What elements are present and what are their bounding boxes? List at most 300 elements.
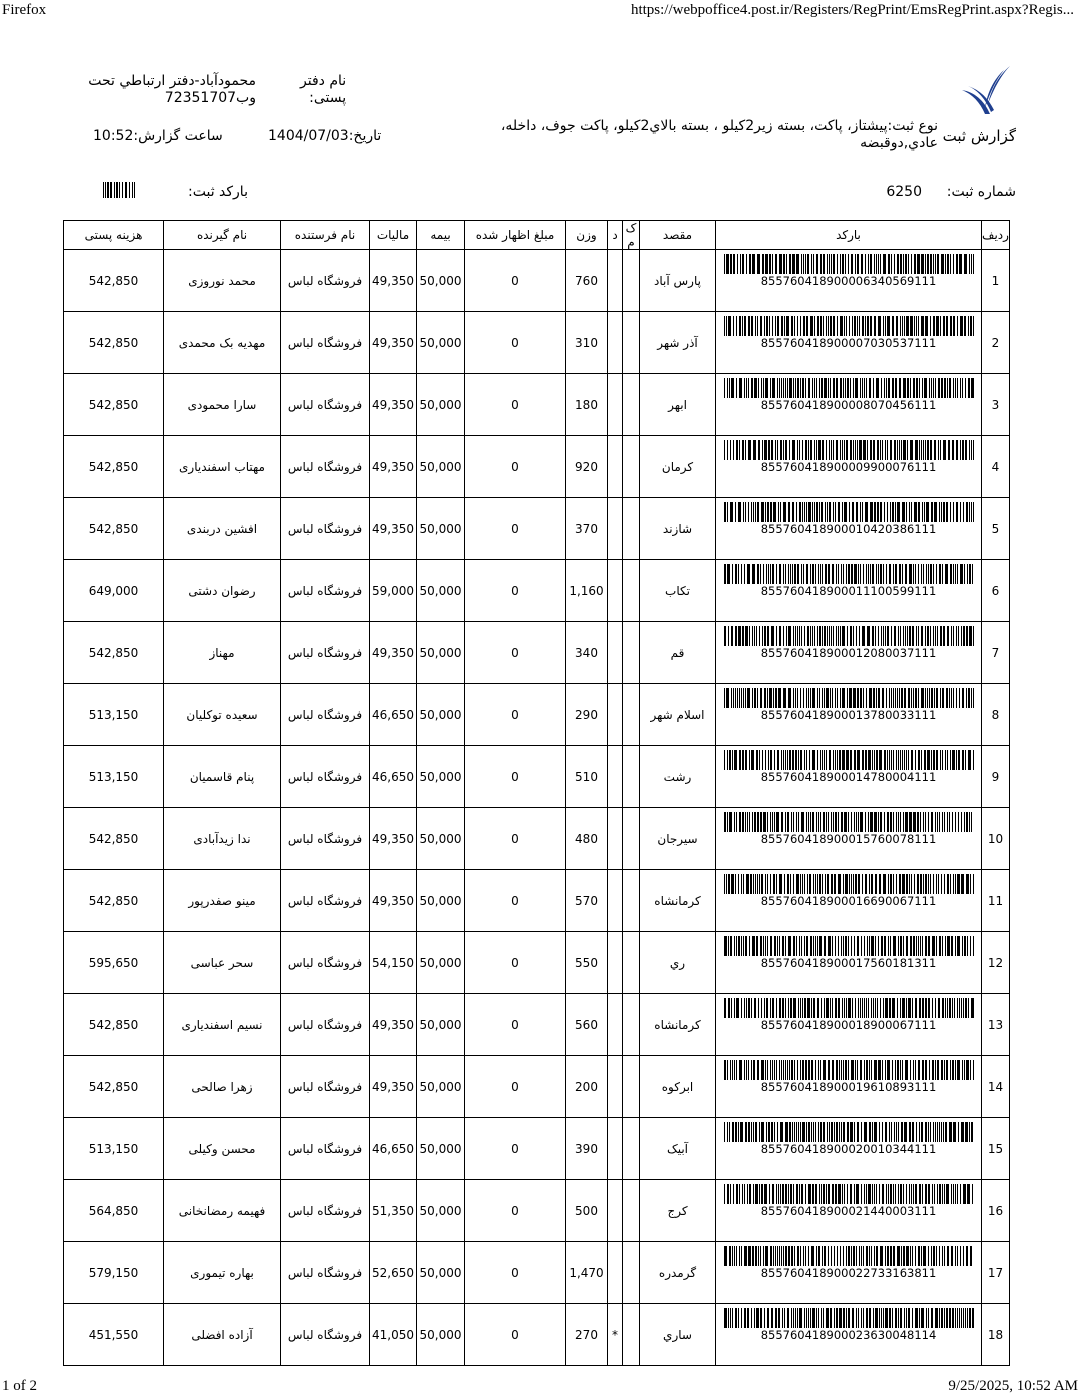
barcode-graphic [724, 936, 974, 956]
cell-tax: 51,350 [370, 1180, 417, 1242]
col-row: ردیف [982, 221, 1010, 250]
cell-destination: رشت [640, 746, 716, 808]
cell-declared: 0 [465, 250, 566, 312]
cell-weight: 760 [566, 250, 608, 312]
cell-receiver: سارا محمودی [164, 374, 281, 436]
cell-declared: 0 [465, 994, 566, 1056]
cell-sender: فروشگاه لباس [281, 622, 370, 684]
col-insurance: بیمه [417, 221, 465, 250]
report-date: تاریخ:1404/07/03 [268, 128, 382, 144]
cell-destination: قم [640, 622, 716, 684]
cell-receiver: ندا زیدآبادی [164, 808, 281, 870]
cell-barcode [716, 1056, 982, 1118]
cell-barcode [716, 374, 982, 436]
registration-number-label: شماره ثبت: [946, 184, 1016, 200]
cell-row: 12 [982, 932, 1010, 994]
office-name-line2: وب72351707 [164, 90, 256, 106]
barcode-number: 855760418900015760078111 [760, 832, 937, 846]
cell-cost: 513,150 [64, 746, 164, 808]
cell-weight: 500 [566, 1180, 608, 1242]
cell-row: 3 [982, 374, 1010, 436]
cell-row: 8 [982, 684, 1010, 746]
cell-insurance: 50,000 [417, 622, 465, 684]
cell-km [623, 1304, 640, 1366]
cell-sender: فروشگاه لباس [281, 1056, 370, 1118]
cell-insurance: 50,000 [417, 1056, 465, 1118]
table-row [64, 932, 1010, 994]
page-count: 1 of 2 [2, 1378, 37, 1394]
barcode-number: 855760418900011100599111 [760, 584, 937, 598]
col-destination: مقصد [640, 221, 716, 250]
cell-row: 14 [982, 1056, 1010, 1118]
cell-destination: تکاب [640, 560, 716, 622]
cell-tax: 54,150 [370, 932, 417, 994]
cell-d [608, 622, 623, 684]
cell-cost: 649,000 [64, 560, 164, 622]
cell-cost: 542,850 [64, 498, 164, 560]
cell-d [608, 436, 623, 498]
cell-insurance: 50,000 [417, 312, 465, 374]
cell-destination: پارس آباد [640, 250, 716, 312]
registration-type [398, 118, 938, 152]
table-row [64, 684, 1010, 746]
cell-barcode [716, 1242, 982, 1304]
cell-d [608, 746, 623, 808]
cell-sender: فروشگاه لباس [281, 994, 370, 1056]
barcode-graphic [724, 998, 974, 1018]
cell-receiver: مهدیه بک محمدی [164, 312, 281, 374]
cell-destination: کرمان [640, 436, 716, 498]
barcode-graphic [724, 626, 974, 646]
office-label [300, 73, 346, 107]
cell-weight: 560 [566, 994, 608, 1056]
office-name [66, 73, 256, 107]
cell-receiver: محسن وکیلی [164, 1118, 281, 1180]
cell-weight: 340 [566, 622, 608, 684]
cell-barcode [716, 1118, 982, 1180]
cell-km [623, 1180, 640, 1242]
cell-cost: 451,550 [64, 1304, 164, 1366]
cell-tax: 49,350 [370, 374, 417, 436]
barcode-number: 855760418900018900067111 [760, 1018, 937, 1032]
cell-tax: 46,650 [370, 684, 417, 746]
cell-cost: 564,850 [64, 1180, 164, 1242]
cell-barcode [716, 436, 982, 498]
cell-weight: 550 [566, 932, 608, 994]
cell-destination: کرمانشاه [640, 994, 716, 1056]
barcode-number: 855760418900019610893111 [760, 1080, 937, 1094]
cell-receiver: نسیم اسفندیاری [164, 994, 281, 1056]
cell-destination: ري [640, 932, 716, 994]
barcode-graphic [724, 1122, 974, 1142]
cell-destination: سیرجان [640, 808, 716, 870]
cell-sender: فروشگاه لباس [281, 1118, 370, 1180]
table-row [64, 498, 1010, 560]
cell-weight: 270 [566, 1304, 608, 1366]
cell-declared: 0 [465, 684, 566, 746]
cell-d [608, 560, 623, 622]
table-row [64, 994, 1010, 1056]
cell-km [623, 1056, 640, 1118]
barcode-graphic [724, 440, 974, 460]
cell-row: 17 [982, 1242, 1010, 1304]
cell-receiver: آزاده افضلی [164, 1304, 281, 1366]
barcode-graphic [724, 1184, 974, 1204]
cell-weight: 480 [566, 808, 608, 870]
cell-d [608, 374, 623, 436]
cell-destination: اسلام شهر [640, 684, 716, 746]
cell-destination: کرمانشاه [640, 870, 716, 932]
cell-km [623, 250, 640, 312]
cell-km [623, 808, 640, 870]
barcode-graphic [724, 316, 974, 336]
barcode-graphic [724, 1246, 974, 1266]
cell-tax: 49,350 [370, 312, 417, 374]
barcode-graphic [724, 812, 974, 832]
cell-sender: فروشگاه لباس [281, 684, 370, 746]
cell-declared: 0 [465, 622, 566, 684]
cell-barcode [716, 870, 982, 932]
table-row [64, 1304, 1010, 1366]
cell-receiver: محمد نوروزی [164, 250, 281, 312]
cell-tax: 49,350 [370, 808, 417, 870]
cell-sender: فروشگاه لباس [281, 250, 370, 312]
cell-weight: 510 [566, 746, 608, 808]
cell-destination: ساري [640, 1304, 716, 1366]
cell-tax: 49,350 [370, 498, 417, 560]
cell-km [623, 498, 640, 560]
cell-row: 4 [982, 436, 1010, 498]
cell-receiver: فهیمه رمضانخانی [164, 1180, 281, 1242]
cell-km [623, 560, 640, 622]
cell-barcode [716, 746, 982, 808]
cell-receiver: مهناز [164, 622, 281, 684]
cell-km [623, 622, 640, 684]
col-cost: هزینه پستی [64, 221, 164, 250]
barcode-number: 855760418900009900076111 [760, 460, 937, 474]
cell-weight: 390 [566, 1118, 608, 1180]
cell-insurance: 50,000 [417, 994, 465, 1056]
cell-receiver: زهرا صالحی [164, 1056, 281, 1118]
cell-sender: فروشگاه لباس [281, 808, 370, 870]
cell-row: 5 [982, 498, 1010, 560]
registration-number: 6250 [886, 184, 922, 200]
cell-cost: 513,150 [64, 684, 164, 746]
cell-km [623, 436, 640, 498]
cell-weight: 1,160 [566, 560, 608, 622]
cell-barcode [716, 994, 982, 1056]
barcode-graphic [724, 254, 974, 274]
cell-km [623, 1118, 640, 1180]
table-row [64, 1180, 1010, 1242]
cell-row: 1 [982, 250, 1010, 312]
barcode-number: 855760418900017560181311 [760, 956, 937, 970]
registration-barcode [103, 182, 135, 198]
table-row [64, 746, 1010, 808]
cell-declared: 0 [465, 746, 566, 808]
cell-km [623, 684, 640, 746]
cell-cost: 579,150 [64, 1242, 164, 1304]
cell-cost: 542,850 [64, 870, 164, 932]
cell-barcode [716, 312, 982, 374]
table-row [64, 436, 1010, 498]
cell-barcode [716, 808, 982, 870]
cell-insurance: 50,000 [417, 1180, 465, 1242]
cell-weight: 570 [566, 870, 608, 932]
cell-sender: فروشگاه لباس [281, 1304, 370, 1366]
barcode-graphic [724, 378, 974, 398]
cell-destination: آبیک [640, 1118, 716, 1180]
cell-row: 11 [982, 870, 1010, 932]
cell-declared: 0 [465, 1056, 566, 1118]
col-sender: نام فرستنده [281, 221, 370, 250]
table-row [64, 312, 1010, 374]
cell-declared: 0 [465, 808, 566, 870]
cell-cost: 542,850 [64, 994, 164, 1056]
cell-declared: 0 [465, 1118, 566, 1180]
col-declared: مبلغ اظهار شده [465, 221, 566, 250]
cell-barcode [716, 622, 982, 684]
cell-row: 6 [982, 560, 1010, 622]
cell-weight: 920 [566, 436, 608, 498]
cell-tax: 49,350 [370, 436, 417, 498]
cell-insurance: 50,000 [417, 746, 465, 808]
cell-declared: 0 [465, 312, 566, 374]
cell-tax: 52,650 [370, 1242, 417, 1304]
barcode-number: 855760418900021440003111 [760, 1204, 937, 1218]
cell-d [608, 498, 623, 560]
cell-insurance: 50,000 [417, 1304, 465, 1366]
table-row [64, 622, 1010, 684]
table-row [64, 1118, 1010, 1180]
post-logo-icon [958, 64, 1014, 120]
cell-tax: 59,000 [370, 560, 417, 622]
cell-row: 13 [982, 994, 1010, 1056]
cell-d [608, 684, 623, 746]
cell-tax: 49,350 [370, 250, 417, 312]
cell-km [623, 870, 640, 932]
table-row [64, 250, 1010, 312]
cell-tax: 49,350 [370, 1056, 417, 1118]
cell-row: 2 [982, 312, 1010, 374]
cell-declared: 0 [465, 436, 566, 498]
barcode-graphic [724, 750, 974, 770]
cell-sender: فروشگاه لباس [281, 1242, 370, 1304]
cell-destination: گرمدره [640, 1242, 716, 1304]
cell-d [608, 1242, 623, 1304]
barcode-graphic [724, 502, 974, 522]
cell-tax: 46,650 [370, 746, 417, 808]
cell-sender: فروشگاه لباس [281, 870, 370, 932]
cell-sender: فروشگاه لباس [281, 374, 370, 436]
barcode-graphic [724, 1060, 974, 1080]
cell-insurance: 50,000 [417, 560, 465, 622]
cell-sender: فروشگاه لباس [281, 312, 370, 374]
cell-declared: 0 [465, 498, 566, 560]
table-header-row [64, 221, 1010, 250]
cell-declared: 0 [465, 374, 566, 436]
barcode-number: 855760418900010420386111 [760, 522, 937, 536]
cell-sender: فروشگاه لباس [281, 498, 370, 560]
cell-declared: 0 [465, 870, 566, 932]
cell-insurance: 50,000 [417, 1118, 465, 1180]
cell-receiver: بهاره تیموری [164, 1242, 281, 1304]
cell-row: 18 [982, 1304, 1010, 1366]
cell-km [623, 1242, 640, 1304]
barcode-graphic [724, 874, 974, 894]
barcode-number: 855760418900023630048114 [760, 1328, 937, 1342]
cell-km [623, 374, 640, 436]
col-d: د [608, 221, 623, 250]
barcode-number: 855760418900008070456111 [760, 398, 937, 412]
col-km: ک م [623, 221, 640, 250]
registration-barcode-label: بارکد ثبت: [188, 184, 248, 200]
registration-type-line1: نوع ثبت:پيشتاز، پاکت، بسته زير2کيلو ، بسته بالاي2کيلو، پاکت جوف، داخله، [500, 118, 938, 134]
cell-insurance: 50,000 [417, 870, 465, 932]
cell-receiver: رضوان دشتی [164, 560, 281, 622]
cell-cost: 542,850 [64, 436, 164, 498]
cell-weight: 180 [566, 374, 608, 436]
barcode-graphic [724, 688, 974, 708]
cell-declared: 0 [465, 932, 566, 994]
cell-sender: فروشگاه لباس [281, 560, 370, 622]
cell-destination: ابرکوه [640, 1056, 716, 1118]
cell-declared: 0 [465, 560, 566, 622]
cell-destination: ابهر [640, 374, 716, 436]
cell-receiver: افشین دربندی [164, 498, 281, 560]
cell-receiver: پنام قاسمیان [164, 746, 281, 808]
table-row [64, 808, 1010, 870]
cell-d [608, 932, 623, 994]
cell-tax: 41,050 [370, 1304, 417, 1366]
table-row [64, 374, 1010, 436]
table-row [64, 1242, 1010, 1304]
barcode-number: 855760418900006340569111 [760, 274, 937, 288]
cell-weight: 200 [566, 1056, 608, 1118]
cell-barcode [716, 498, 982, 560]
cell-km [623, 312, 640, 374]
cell-cost: 542,850 [64, 622, 164, 684]
cell-receiver: سعیده توکلیان [164, 684, 281, 746]
cell-barcode [716, 684, 982, 746]
cell-weight: 1,470 [566, 1242, 608, 1304]
cell-barcode [716, 1180, 982, 1242]
cell-d [608, 1118, 623, 1180]
cell-tax: 46,650 [370, 1118, 417, 1180]
cell-barcode [716, 1304, 982, 1366]
print-datetime: 9/25/2025, 10:52 AM [948, 1378, 1078, 1394]
cell-receiver: مینو صفدرپور [164, 870, 281, 932]
cell-destination: شازند [640, 498, 716, 560]
cell-row: 16 [982, 1180, 1010, 1242]
cell-row: 10 [982, 808, 1010, 870]
cell-d [608, 994, 623, 1056]
cell-declared: 0 [465, 1180, 566, 1242]
cell-weight: 370 [566, 498, 608, 560]
cell-weight: 290 [566, 684, 608, 746]
report-title: گزارش ثبت [942, 127, 1016, 145]
cell-cost: 542,850 [64, 374, 164, 436]
cell-d [608, 1056, 623, 1118]
cell-insurance: 50,000 [417, 1242, 465, 1304]
table-row [64, 1056, 1010, 1118]
office-label-line1: نام دفتر [300, 73, 347, 89]
col-receiver: نام گیرنده [164, 221, 281, 250]
cell-destination: کرج [640, 1180, 716, 1242]
table-row [64, 870, 1010, 932]
cell-d [608, 312, 623, 374]
report-time: ساعت گزارش:10:52 [93, 128, 223, 144]
cell-d [608, 250, 623, 312]
registration-table [63, 220, 1010, 1366]
cell-cost: 513,150 [64, 1118, 164, 1180]
cell-declared: 0 [465, 1304, 566, 1366]
cell-tax: 49,350 [370, 622, 417, 684]
col-tax: مالیات [370, 221, 417, 250]
barcode-graphic [724, 564, 974, 584]
cell-d: * [608, 1304, 623, 1366]
cell-cost: 542,850 [64, 312, 164, 374]
cell-row: 15 [982, 1118, 1010, 1180]
cell-km [623, 994, 640, 1056]
cell-d [608, 870, 623, 932]
cell-insurance: 50,000 [417, 498, 465, 560]
barcode-number: 855760418900007030537111 [760, 336, 937, 350]
registration-type-line2: عادي,دوقبضه [860, 135, 938, 151]
cell-declared: 0 [465, 1242, 566, 1304]
cell-insurance: 50,000 [417, 808, 465, 870]
cell-sender: فروشگاه لباس [281, 932, 370, 994]
barcode-graphic [724, 1308, 974, 1328]
cell-receiver: سحر عباسی [164, 932, 281, 994]
barcode-number: 855760418900022733163811 [760, 1266, 937, 1280]
cell-insurance: 50,000 [417, 684, 465, 746]
cell-receiver: مهتاب اسفندیاری [164, 436, 281, 498]
cell-cost: 542,850 [64, 250, 164, 312]
barcode-number: 855760418900012080037111 [760, 646, 937, 660]
cell-row: 7 [982, 622, 1010, 684]
cell-sender: فروشگاه لباس [281, 746, 370, 808]
cell-insurance: 50,000 [417, 932, 465, 994]
cell-cost: 542,850 [64, 808, 164, 870]
cell-sender: فروشگاه لباس [281, 436, 370, 498]
cell-km [623, 746, 640, 808]
cell-weight: 310 [566, 312, 608, 374]
office-name-line1: محمودآباد-دفتر ارتباطي تحت [88, 73, 256, 89]
barcode-number: 855760418900014780004111 [760, 770, 937, 784]
cell-sender: فروشگاه لباس [281, 1180, 370, 1242]
cell-insurance: 50,000 [417, 374, 465, 436]
col-barcode: بارکد [716, 221, 982, 250]
cell-cost: 542,850 [64, 1056, 164, 1118]
barcode-number: 855760418900020010344111 [760, 1142, 937, 1156]
cell-cost: 595,650 [64, 932, 164, 994]
cell-insurance: 50,000 [417, 436, 465, 498]
cell-row: 9 [982, 746, 1010, 808]
table-row [64, 560, 1010, 622]
office-label-line2: پستی: [309, 90, 347, 106]
barcode-number: 855760418900013780033111 [760, 708, 937, 722]
cell-d [608, 1180, 623, 1242]
cell-km [623, 932, 640, 994]
cell-destination: آذر شهر [640, 312, 716, 374]
col-weight: وزن [566, 221, 608, 250]
browser-app-name: Firefox [2, 2, 47, 18]
cell-tax: 49,350 [370, 994, 417, 1056]
barcode-number: 855760418900016690067111 [760, 894, 937, 908]
cell-tax: 49,350 [370, 870, 417, 932]
page-url: https://webpoffice4.post.ir/Registers/RegPrint/EmsRegPrint.aspx?Regis... [630, 2, 1074, 18]
